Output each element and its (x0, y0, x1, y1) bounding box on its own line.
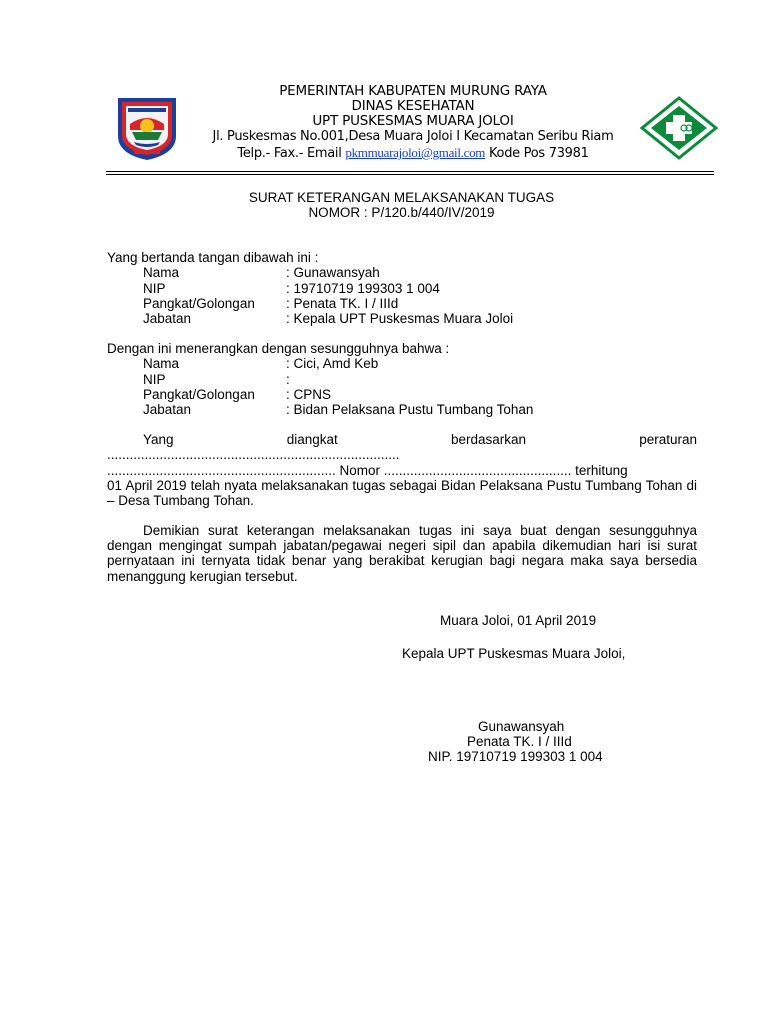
word: peraturan (639, 432, 697, 447)
field-label: NIP (143, 372, 166, 387)
closing-paragraph: Demikian surat keterangan melaksanakan tugas ini saya buat dengan sesungguhnya dengan mengingat sumpah jabatan/pegawai negeri sipil dan apabila dikemudian hari isi surat pernyataan ini ternyata tidak benar yang berakibat kerugian bagi negara maka saya bersedia menanggung kerugian tersebut. (107, 523, 697, 584)
field-value: : 19710719 199303 1 004 (286, 281, 440, 296)
word: berdasarkan (450, 432, 527, 447)
postal-code: Kode Pos 73981 (488, 146, 589, 161)
field-label: Jabatan (143, 311, 192, 326)
regency-emblem-icon (112, 92, 182, 162)
signer-rank: Penata TK. I / IIId (467, 734, 572, 749)
field-value: : CPNS (286, 387, 332, 402)
government-name: PEMERINTAH KABUPATEN MURUNG RAYA (279, 83, 547, 99)
word: Yang (143, 432, 174, 447)
field-value: : Bidan Pelaksana Pustu Tumbang Tohan (286, 402, 534, 417)
subject-intro: Dengan ini menerangkan dengan sesungguhnya bahwa : (107, 341, 450, 356)
appointment-line (107, 432, 697, 447)
letterhead (190, 84, 636, 162)
place-date: Muara Joloi, 01 April 2019 (440, 613, 597, 628)
field-value: : (286, 372, 290, 387)
field-label: Pangkat/Golongan (143, 387, 255, 402)
letter-number: NOMOR : P/120.b/440/IV/2019 (308, 205, 495, 220)
field-value: : Kepala UPT Puskesmas Muara Joloi (286, 311, 514, 326)
field-label: NIP (143, 281, 166, 296)
regulation-placeholder: .............................................................................. (107, 447, 400, 462)
regulation-number-line: ............................................................. Nomor .................................................. terhitung (107, 463, 628, 478)
signer-position: Kepala UPT Puskesmas Muara Joloi, (402, 646, 626, 661)
field-label: Pangkat/Golongan (143, 296, 255, 311)
field-value: : Cici, Amd Keb (286, 356, 379, 371)
puskesmas-cross-icon (640, 96, 718, 160)
contact-line (190, 145, 636, 162)
field-label: Nama (143, 265, 180, 280)
department-name: DINAS KESEHATAN (351, 98, 475, 114)
signer-intro: Yang bertanda tangan dibawah ini : (107, 250, 319, 265)
field-label: Nama (143, 356, 180, 371)
field-label: Jabatan (143, 402, 192, 417)
assignment-statement: 01 April 2019 telah nyata melaksanakan tugas sebagai Bidan Pelaksana Pustu Tumbang Tohan di – Desa Tumbang Tohan. (107, 478, 697, 509)
word: diangkat (286, 432, 338, 447)
letter-title: SURAT KETERANGAN MELAKSANAKAN TUGAS (248, 190, 555, 205)
field-value: : Penata TK. I / IIId (286, 296, 399, 311)
address: Jl. Puskesmas No.001,Desa Muara Joloi I Kecamatan Seribu Riam (212, 129, 614, 144)
email-link[interactable]: pkmmuarajoloi@gmail.com (345, 145, 486, 160)
field-value: : Gunawansyah (286, 265, 380, 280)
letterhead-rule-secondary (106, 174, 714, 175)
institution-name: UPT PUSKESMAS MUARA JOLOI (312, 113, 514, 129)
signer-nip: NIP. 19710719 199303 1 004 (428, 749, 603, 764)
contact-prefix: Telp.- Fax.- Email (237, 146, 342, 161)
letterhead-rule (106, 171, 714, 172)
signer-name: Gunawansyah (478, 719, 565, 734)
